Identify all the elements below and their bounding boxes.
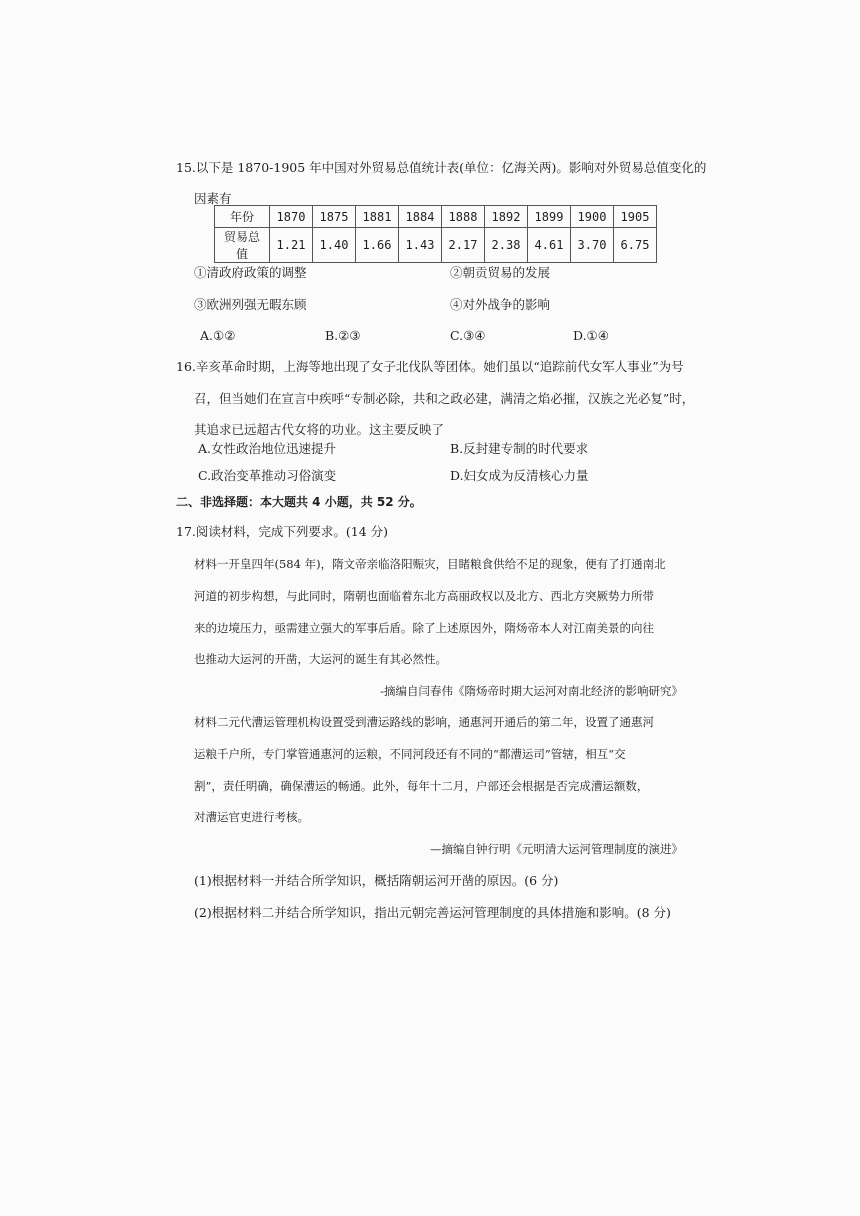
material-1-line2: 河道的初步构想，与此同时，隋朝也面临着东北方高丽政权以及北方、西北方突厥势力所带 [194,589,654,603]
year-cell: 1899 [528,206,571,228]
q17-sub-question-1: (1)根据材料一并结合所学知识，概括隋朝运河开凿的原因。(6 分) [194,873,559,888]
value-cell: 2.38 [485,228,528,263]
value-cell: 2.17 [442,228,485,263]
material-2-line3: 割”，责任明确，确保漕运的畅通。此外，每年十二月，户部还会根据是否完成漕运额数， [194,779,649,793]
material-2-line2: 运粮千户所，专门掌管通惠河的运粮，不同河段还有不同的“都漕运司”管辖，相互“交 [194,747,626,761]
material-2-source: —摘编自钟行明《元明清大运河管理制度的演进》 [430,842,683,856]
year-cell: 1892 [485,206,528,228]
q15-item-3: ③欧洲列强无暇东顾 [194,297,307,312]
q15-stem-line2: 因素有 [194,191,232,206]
year-cell: 1870 [270,206,313,228]
material-2-line4: 对漕运官吏进行考核。 [194,810,309,824]
value-cell: 1.66 [356,228,399,263]
table-row [215,228,657,263]
material-1-line4: 也推动大运河的开凿，大运河的诞生有其必然性。 [194,652,447,666]
q16-option-b: B.反封建专制的时代要求 [450,441,589,456]
q15-stem-line1: 15.以下是 1870-1905 年中国对外贸易总值统计表(单位：亿海关两)。影响对外贸易总值变化的 [176,160,707,175]
value-cell: 1.43 [399,228,442,263]
value-cell: 1.40 [313,228,356,263]
q15-item-4: ④对外战争的影响 [450,297,551,312]
trade-table [214,205,657,263]
value-cell: 1.21 [270,228,313,263]
year-cell: 1884 [399,206,442,228]
q15-option-d: D.①④ [573,328,609,343]
material-1-line1: 材料一开皇四年(584 年)，隋文帝亲临洛阳赈灾，目睹粮食供给不足的现象，便有了打通南北 [194,557,666,571]
year-cell: 1881 [356,206,399,228]
q16-option-d: D.妇女成为反清核心力量 [450,468,589,483]
q16-line1: 16.辛亥革命时期，上海等地出现了女子北伐队等团体。她们虽以“追踪前代女军人事业”为号 [176,359,684,374]
q17-sub-question-2: (2)根据材料二并结合所学知识，指出元朝完善运河管理制度的具体措施和影响。(8 分) [194,905,671,920]
q15-option-a: A.①② [200,328,236,343]
value-cell: 3.70 [571,228,614,263]
table-header-year: 年份 [215,206,270,228]
value-cell: 6.75 [614,228,657,263]
material-2-line1: 材料二元代漕运管理机构设置受到漕运路线的影响，通惠河开通后的第二年，设置了通惠河 [194,715,654,729]
material-1-source: -摘编自闫春伟《隋炀帝时期大运河对南北经济的影响研究》 [380,684,683,698]
q16-option-c: C.政治变革推动习俗演变 [198,468,337,483]
q16-line3: 其追求已远超古代女将的功业。这主要反映了 [194,422,445,437]
year-cell: 1888 [442,206,485,228]
table-header-value: 贸易总值 [215,228,270,263]
q15-option-c: C.③④ [450,328,486,343]
year-cell: 1875 [313,206,356,228]
q17-title: 17.阅读材料，完成下列要求。(14 分) [176,524,389,539]
section-heading: 二、非选择题：本大题共 4 小题，共 52 分。 [176,495,422,509]
table-row [215,206,657,228]
q15-option-b: B.②③ [325,328,361,343]
q16-line2: 召，但当她们在宣言中疾呼“专制必除，共和之政必建，满清之焰必摧，汉族之光必复”时， [194,391,695,406]
value-cell: 4.61 [528,228,571,263]
material-1-line3: 来的边境压力，亟需建立强大的军事后盾。除了上述原因外，隋炀帝本人对江南美景的向往 [194,621,654,635]
year-cell: 1900 [571,206,614,228]
q16-option-a: A.女性政治地位迅速提升 [198,441,337,456]
q15-item-2: ②朝贡贸易的发展 [450,265,551,280]
year-cell: 1905 [614,206,657,228]
q15-item-1: ①清政府政策的调整 [194,265,307,280]
